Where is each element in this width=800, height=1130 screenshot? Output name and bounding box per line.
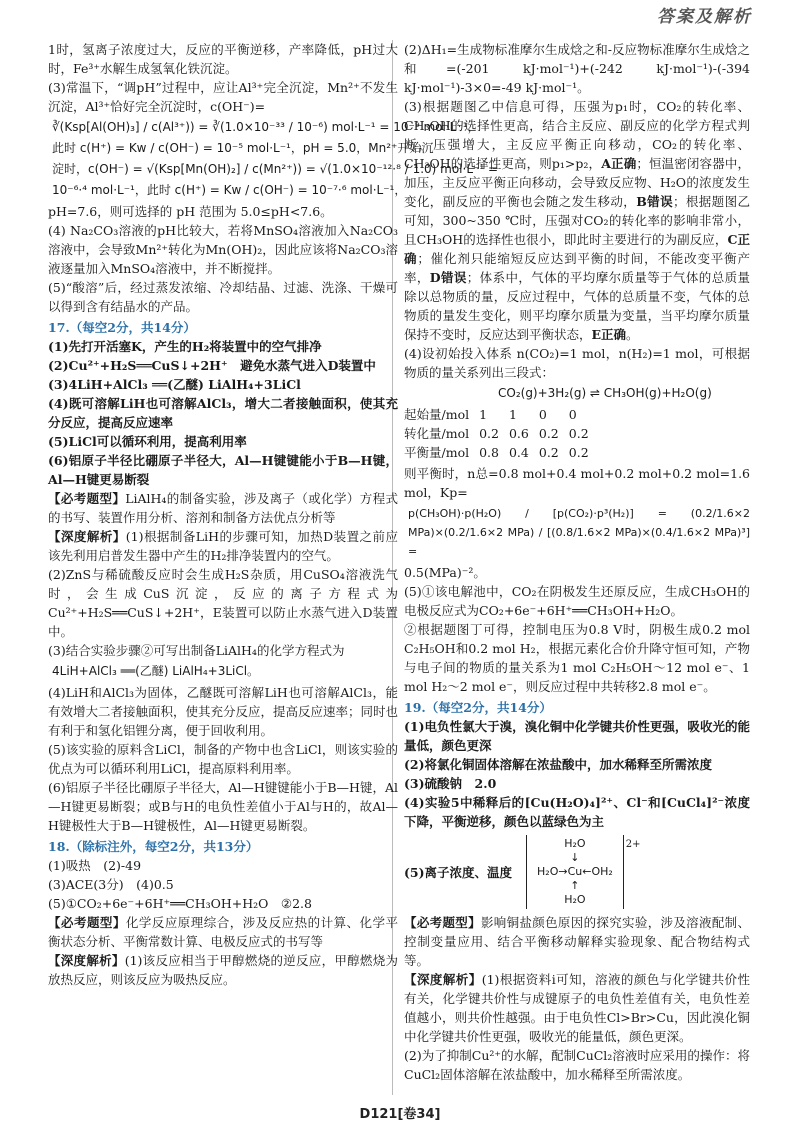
must-test-type: 【必考题型】LiAlH₄的制备实验，涉及离子（或化学）方程式的书写、装置作用分析、溶剂和制备方法优点分析等: [48, 491, 398, 525]
paragraph: (3)结合实验步骤②可写出制备LiAlH₄的化学方程式为: [48, 643, 345, 658]
must-test-type: 【必考题型】化学反应原理综合，涉及反应热的计算、化学平衡状态分析、平衡常数计算、电极反应式的书写等: [48, 915, 398, 949]
answer-19-5: (5)离子浓度、温度 H₂O ↓ H₂O→Cu←OH₂ ↑ H₂O $^{2+}$: [404, 835, 750, 909]
formula: ∛(Ksp[Al(OH)₃] / c(Al³⁺)) = ∛(1.0×10⁻³³ / 10⁻⁶) mol·L⁻¹ = 10⁻⁹ mol·L⁻¹，: [52, 120, 480, 134]
complex-structure: H₂O ↓ H₂O→Cu←OH₂ ↑ H₂O: [526, 835, 624, 909]
deep-analysis: 【深度解析】(1)该反应相当于甲醇燃烧的逆反应，甲醇燃烧为放热反应，则该反应为吸热反应。: [48, 953, 398, 987]
must-test-type: 【必考题型】影响铜盐颜色原因的探究实验，涉及溶液配制、控制变量应用、结合平衡移动解释实验现象、配合物结构式等。: [404, 915, 750, 968]
page-number: D121[卷34]: [359, 1107, 441, 1122]
answer-19-1: (1)电负性氯大于溴，溴化铜中化学键共价性更强，吸收光的能量低，颜色更深: [404, 719, 750, 753]
answer-17-3: (3)4LiH+AlCl₃ ══(乙醚) LiAlH₄+3LiCl: [48, 377, 301, 392]
deep-analysis: 【深度解析】(1)根据资料ⅰ可知，溶液的颜色与化学键共价性有关，化学键共价性与成键原子的电负性差值有关，电负性差值越小，则共价性越强。由于电负性Cl>Br>Cu，因此溴化铜中化学键共价性更强，吸收光的能量低，颜色更深。: [404, 972, 750, 1044]
kp-value: 0.5(MPa)⁻²。: [404, 565, 486, 580]
paragraph: (5)“酸溶”后，经过蒸发浓缩、冷却结晶、过滤、洗涤、干燥可以得到含有结晶水的产品。: [48, 280, 398, 314]
paragraph: (2)为了抑制Cu²⁺的水解，配制CuCl₂溶液时应采用的操作：将CuCl₂固体溶解在浓盐酸中，加水稀释至所需浓度。: [404, 1048, 750, 1082]
formula: 淀时，c(OH⁻) = √(Ksp[Mn(OH)₂] / c(Mn²⁺)) = √(1.0×10⁻¹²·⁸ / 1.0) mol·L⁻¹ =: [52, 162, 499, 176]
question-18-header: 18.（除标注外，每空2分，共13分）: [48, 839, 259, 854]
formula: 4LiH+AlCl₃ ══(乙醚) LiAlH₄+3LiCl。: [52, 664, 260, 678]
answer-17-5: (5)LiCl可以循环利用，提高利用率: [48, 434, 247, 449]
paragraph: (5)①该电解池中，CO₂在阴极发生还原反应，生成CH₃OH的电极反应式为CO₂+6e⁻+6H⁺══CH₃OH+H₂O。: [404, 584, 750, 618]
formula: 10⁻⁶·⁴ mol·L⁻¹，此时 c(H⁺) = Kw / c(OH⁻) = 10⁻⁷·⁶ mol·L⁻¹，: [52, 183, 407, 197]
charge: 2+: [625, 839, 641, 850]
paragraph: 则平衡时，n总=0.8 mol+0.4 mol+0.2 mol+0.2 mol=1.6 mol，Kp=: [404, 466, 750, 500]
question-17-header: 17.（每空2分，共14分）: [48, 320, 196, 335]
right-column: [404, 40, 750, 1084]
paragraph: (2)ZnS与稀硫酸反应时会生成H₂S杂质，用CuSO₄溶液洗气时，会生成CuS沉淀，反应的离子方程式为Cu²⁺+H₂S══CuS↓+2H⁺，E装置可以防止水蒸气进入D装置中。: [48, 567, 398, 639]
paragraph: (5)该实验的原料含LiCl，制备的产物中也含LiCl，则该实验的优点为可以循环利用LiCl，提高原料利用率。: [48, 742, 398, 776]
paragraph: 1时，氢离子浓度过大，反应的平衡逆移，产率降低，pH过大时，Fe³⁺水解生成氢氧化铁沉淀。: [48, 42, 398, 76]
page-header-title: 答案及解析: [657, 7, 752, 27]
answer-18-3: (5)①CO₂+6e⁻+6H⁺══CH₃OH+H₂O ②2.8: [48, 896, 312, 911]
paragraph: ②根据题图丁可得，控制电压为0.8 V时，阴极生成0.2 mol C₂H₅OH和0.2 mol H₂，根据元素化合价升降守恒可知，产物与电子间的物质的量关系为1 mol C₂H₅OH～12 mol e⁻、1 mol H₂～2 mol e⁻，则反应过程中共转移2.8 mol e⁻。: [404, 622, 750, 694]
answer-17-1: (1)先打开活塞K，产生的H₂将装置中的空气排净: [48, 339, 322, 354]
table-row: 平衡量/mol 0.8 0.4 0.2 0.2: [404, 445, 589, 460]
answer-17-4: (4)既可溶解LiH也可溶解AlCl₃，增大二者接触面积，使其充分反应，提高反应速率: [48, 396, 398, 430]
paragraph: (3)常温下，“调pH”过程中，应让Al³⁺完全沉淀，Mn²⁺不发生沉淀，Al³⁺恰好完全沉淀时，c(OH⁻)=: [48, 80, 398, 114]
paragraph: (3)根据题图乙中信息可得，压强为p₁时，CO₂的转化率、CH₃OH的选择性更高，结合主反应、副反应的化学方程式判断，压强增大，主反应平衡正向移动，CO₂的转化率、CH₃OH的选择性更高，则p₁>p₂，A正确；恒温密闭容器中，加压，主反应平衡正向移动，会导致反应物、H₂O的浓度发生变化，副反应的平衡也会随之发生移动，B错误；根据题图乙可知，300~350 ℃时，压强对CO₂的转化率的影响非常小，且CH₃OH的选择性也很小，即此时主要进行的为副反应，C正确；催化剂只能缩短反应达到平衡的时间，不能改变平衡产率，D错误；体系中，气体的平均摩尔质量等于气体的总质量除以总物质的量，反应过程中，气体的总质量不变，气体的总物质的量发生变化，则平均摩尔质量为变量，当平均摩尔质量保持不变时，反应达到平衡状态，E正确。: [404, 99, 750, 342]
paragraph: (6)铝原子半径比硼原子半径大，Al—H键键能小于B—H键，Al—H键更易断裂；或B与H的电负性差值小于Al与H的，故Al—H键极性大于B—H键极性，Al—H键更易断裂。: [48, 780, 398, 833]
paragraph: (4) Na₂CO₃溶液的pH比较大，若将MnSO₄溶液加入Na₂CO₃溶液中，会导致Mn²⁺转化为Mn(OH)₂，因此应该将Na₂CO₃溶液逐量加入MnSO₄溶液中，并不断搅拌。: [48, 223, 398, 276]
answer-19-4: (4)实验5中稀释后的[Cu(H₂O)₄]²⁺、Cl⁻和[CuCl₄]²⁻浓度下降，平衡逆移，颜色以蓝绿色为主: [404, 795, 750, 829]
three-stage-table: [404, 405, 599, 462]
answer-18-1: (1)吸热 (2)-49: [48, 858, 142, 873]
answer-18-2: (3)ACE(3分) (4)0.5: [48, 877, 174, 892]
table-row: 转化量/mol 0.2 0.6 0.2 0.2: [404, 426, 589, 441]
paragraph: pH=7.6，则可选择的 pH 范围为 5.0≤pH<7.6。: [48, 204, 333, 219]
table-row: 起始量/mol 1 1 0 0: [404, 407, 577, 422]
answer-19-3: (3)硫酸钠 2.0: [404, 776, 497, 791]
kp-formula: p(CH₃OH)·p(H₂O) / [p(CO₂)·p³(H₂)] = (0.2/1.6×2 MPa)×(0.2/1.6×2 MPa) / [(0.8/1.6×2 MPa)×(0.4/1.6×2 MPa)³] =: [408, 507, 750, 558]
deep-analysis: 【深度解析】(1)根据制备LiH的步骤可知，加热D装置之前应该先利用启普发生器中产生的H₂排净装置内的空气。: [48, 529, 398, 563]
answer-17-2: (2)Cu²⁺+H₂S══CuS↓+2H⁺ 避免水蒸气进入D装置中: [48, 358, 376, 373]
answer-19-2: (2)将氯化铜固体溶解在浓盐酸中，加水稀释至所需浓度: [404, 757, 713, 772]
answer-17-6: (6)铝原子半径比硼原子半径大，Al—H键键能小于B—H键，Al—H键更易断裂: [48, 453, 398, 487]
question-19-header: 19.（每空2分，共14分）: [404, 700, 552, 715]
formula: 此时 c(H⁺) = Kw / c(OH⁻) = 10⁻⁵ mol·L⁻¹，pH = 5.0，Mn²⁺开始沉: [52, 141, 434, 155]
paragraph: (2)ΔH₁=生成物标准摩尔生成焓之和-反应物标准摩尔生成焓之和=(-201 kJ·mol⁻¹)+(-242 kJ·mol⁻¹)-(-394 kJ·mol⁻¹)-3×0=-49 kJ·mol⁻¹。: [404, 42, 750, 95]
paragraph: (4)LiH和AlCl₃为固体，乙醚既可溶解LiH也可溶解AlCl₃，能有效增大二者接触面积，使其充分反应，提高反应速率；同时也有利于和氢化铝锂分离，便于回收利用。: [48, 685, 399, 738]
paragraph: (4)设初始投入体系 n(CO₂)=1 mol，n(H₂)=1 mol，可根据物质的量关系列出三段式：: [404, 346, 750, 380]
equilibrium-equation: CO₂(g)+3H₂(g) ⇌ CH₃OH(g)+H₂O(g): [498, 386, 712, 400]
